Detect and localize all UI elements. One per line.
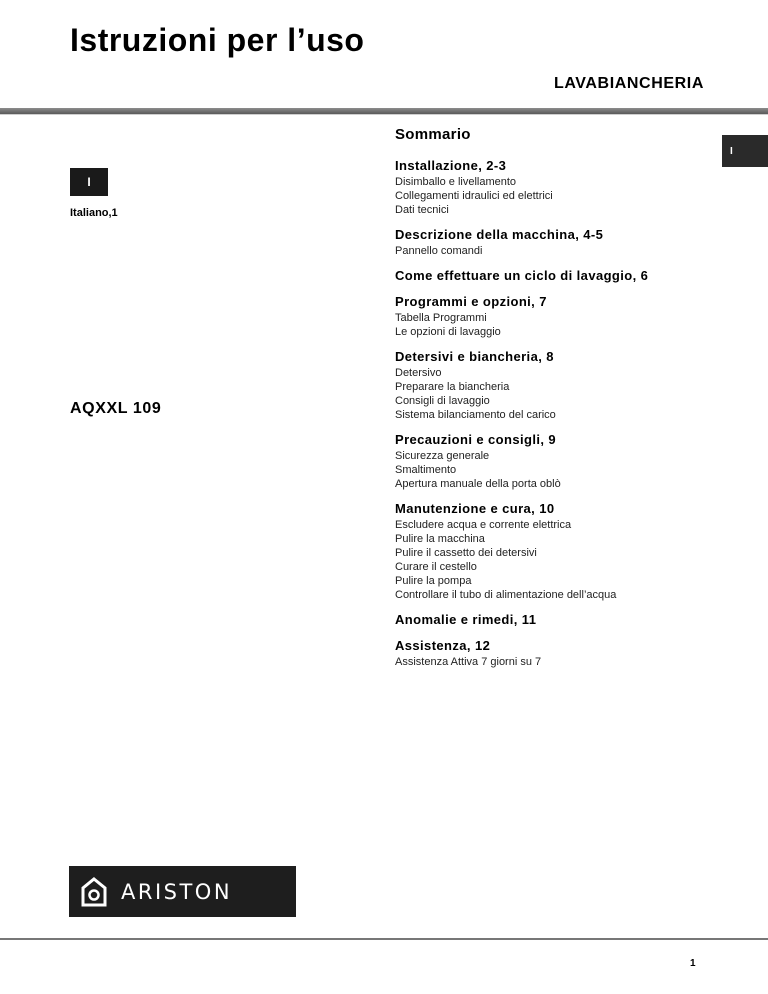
toc-item: Collegamenti idraulici ed elettrici: [395, 190, 553, 202]
toc-item-list: [395, 518, 715, 602]
toc-section: [395, 294, 715, 339]
toc-item: Pulire la macchina: [395, 533, 485, 545]
toc-section-title: Anomalie e rimedi, 11: [395, 612, 537, 627]
toc-item: Escludere acqua e corrente elettrica: [395, 519, 572, 531]
toc-item-list: [395, 175, 715, 217]
toc-section-title: Come effettuare un ciclo di lavaggio, 6: [395, 268, 649, 283]
toc-section: [395, 349, 715, 422]
toc-item: Consigli di lavaggio: [395, 395, 490, 407]
brand-name: ARISTON: [121, 879, 233, 904]
toc-item: Preparare la biancheria: [395, 381, 510, 393]
header-divider-shadow: [0, 114, 768, 115]
toc-section-title: Precauzioni e consigli, 9: [395, 432, 556, 447]
toc-section-title: Assistenza, 12: [395, 638, 491, 653]
table-of-contents: [395, 126, 715, 679]
toc-item: Dati tecnici: [395, 204, 449, 216]
toc-section-title: Installazione, 2-3: [395, 158, 507, 173]
toc-section: [395, 268, 715, 284]
toc-item: Sistema bilanciamento del carico: [395, 409, 556, 421]
house-logo-icon: [81, 877, 107, 907]
toc-section: [395, 227, 715, 258]
toc-item: Sicurezza generale: [395, 450, 490, 462]
toc-item-list: [395, 655, 715, 669]
product-type: LAVABIANCHERIA: [553, 75, 704, 92]
toc-item: Pulire la pompa: [395, 575, 472, 587]
toc-section: [395, 158, 715, 217]
toc-item: Le opzioni di lavaggio: [395, 326, 501, 338]
toc-item-list: [395, 244, 715, 258]
footer-divider: [0, 938, 768, 940]
toc-section-title: Manutenzione e cura, 10: [395, 501, 555, 516]
language-label: Italiano,1: [70, 207, 118, 219]
toc-item: Smaltimento: [395, 464, 457, 476]
toc-section-title: Detersivi e biancheria, 8: [395, 349, 554, 364]
toc-section: [395, 638, 715, 669]
toc-section-title: Descrizione della macchina, 4-5: [395, 227, 604, 242]
toc-item: Apertura manuale della porta oblò: [395, 478, 561, 490]
toc-item: Controllare il tubo di alimentazione dell’acqua: [395, 589, 617, 601]
toc-sections: [395, 158, 715, 669]
toc-item: Pannello comandi: [395, 245, 483, 257]
toc-item: Disimballo e livellamento: [395, 176, 517, 188]
toc-section-title: Programmi e opzioni, 7: [395, 294, 547, 309]
toc-item-list: [395, 366, 715, 422]
toc-section: [395, 612, 715, 628]
toc-item-list: [395, 311, 715, 339]
document-title: Istruzioni per l’uso: [70, 22, 365, 58]
language-side-tab: I: [722, 135, 768, 167]
toc-heading: Sommario: [395, 126, 471, 143]
page-number: 1: [690, 958, 696, 969]
language-badge: I: [70, 168, 108, 196]
toc-item: Tabella Programmi: [395, 312, 487, 324]
toc-item: Pulire il cassetto dei detersivi: [395, 547, 537, 559]
toc-item: Detersivo: [395, 367, 442, 379]
toc-item: Curare il cestello: [395, 561, 477, 573]
model-code: AQXXL 109: [70, 400, 162, 417]
toc-section: [395, 501, 715, 602]
brand-logo: [69, 866, 296, 917]
toc-item: Assistenza Attiva 7 giorni su 7: [395, 656, 542, 668]
toc-section: [395, 432, 715, 491]
toc-item-list: [395, 449, 715, 491]
